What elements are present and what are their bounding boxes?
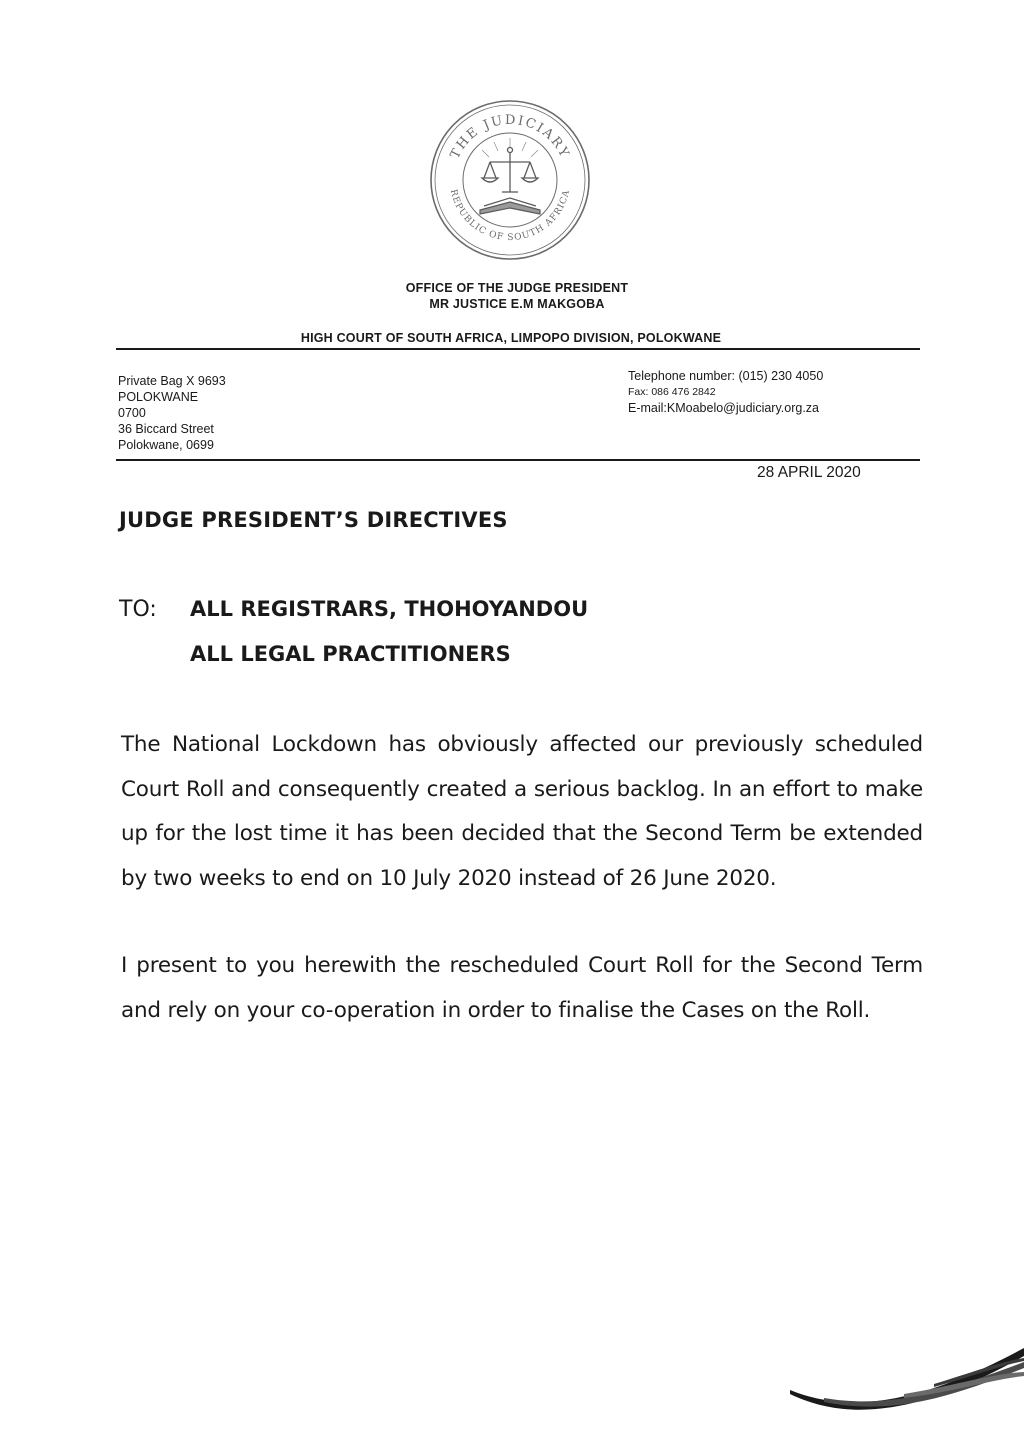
document-heading: JUDGE PRESIDENT’S DIRECTIVES (119, 508, 508, 532)
to-label: TO: (119, 597, 157, 622)
header-divider-bottom (116, 459, 920, 461)
seal-bottom-text: REPUBLIC OF SOUTH AFRICA (447, 188, 573, 244)
postal-address (118, 373, 226, 453)
judiciary-seal-icon (428, 98, 592, 262)
seal-top-text: THE JUDICIARY (447, 112, 573, 162)
letter-date: 28 APRIL 2020 (757, 464, 861, 481)
fax: Fax: 086 476 2842 (628, 386, 716, 398)
address-line: Private Bag X 9693 (118, 374, 226, 388)
body-paragraph-2: I present to you herewith the rescheduled Court Roll for the Second Term and rely on your co-operation in order to finalise the Cases on the Roll. (121, 953, 923, 1023)
recipient-registrars: ALL REGISTRARS, THOHOYANDOU (190, 597, 589, 621)
court-name: HIGH COURT OF SOUTH AFRICA, LIMPOPO DIVISION, POLOKWANE (300, 331, 722, 345)
footer-swoosh-icon (784, 1328, 1024, 1424)
address-line: POLOKWANE (118, 390, 199, 404)
body-paragraph-1: The National Lockdown has obviously affected our previously scheduled Court Roll and consequently created a serious backlog. In an effort to make up for the lost time it has been decided that the Second Term be extended by two weeks to end on 10 July 2020 instead of 26 June 2020. (121, 732, 923, 891)
office-title: OFFICE OF THE JUDGE PRESIDENT (405, 281, 629, 295)
address-line: 36 Biccard Street (118, 422, 214, 436)
telephone: Telephone number: (015) 230 4050 (628, 369, 824, 383)
judge-name: MR JUSTICE E.M MAKGOBA (429, 297, 605, 311)
recipient-practitioners: ALL LEGAL PRACTITIONERS (190, 642, 511, 666)
email: E-mail:KMoabelo@judiciary.org.za (628, 401, 820, 415)
contact-details (628, 368, 823, 416)
address-line: 0700 (118, 406, 146, 420)
address-line: Polokwane, 0699 (118, 438, 214, 452)
header-divider-top (116, 348, 920, 350)
